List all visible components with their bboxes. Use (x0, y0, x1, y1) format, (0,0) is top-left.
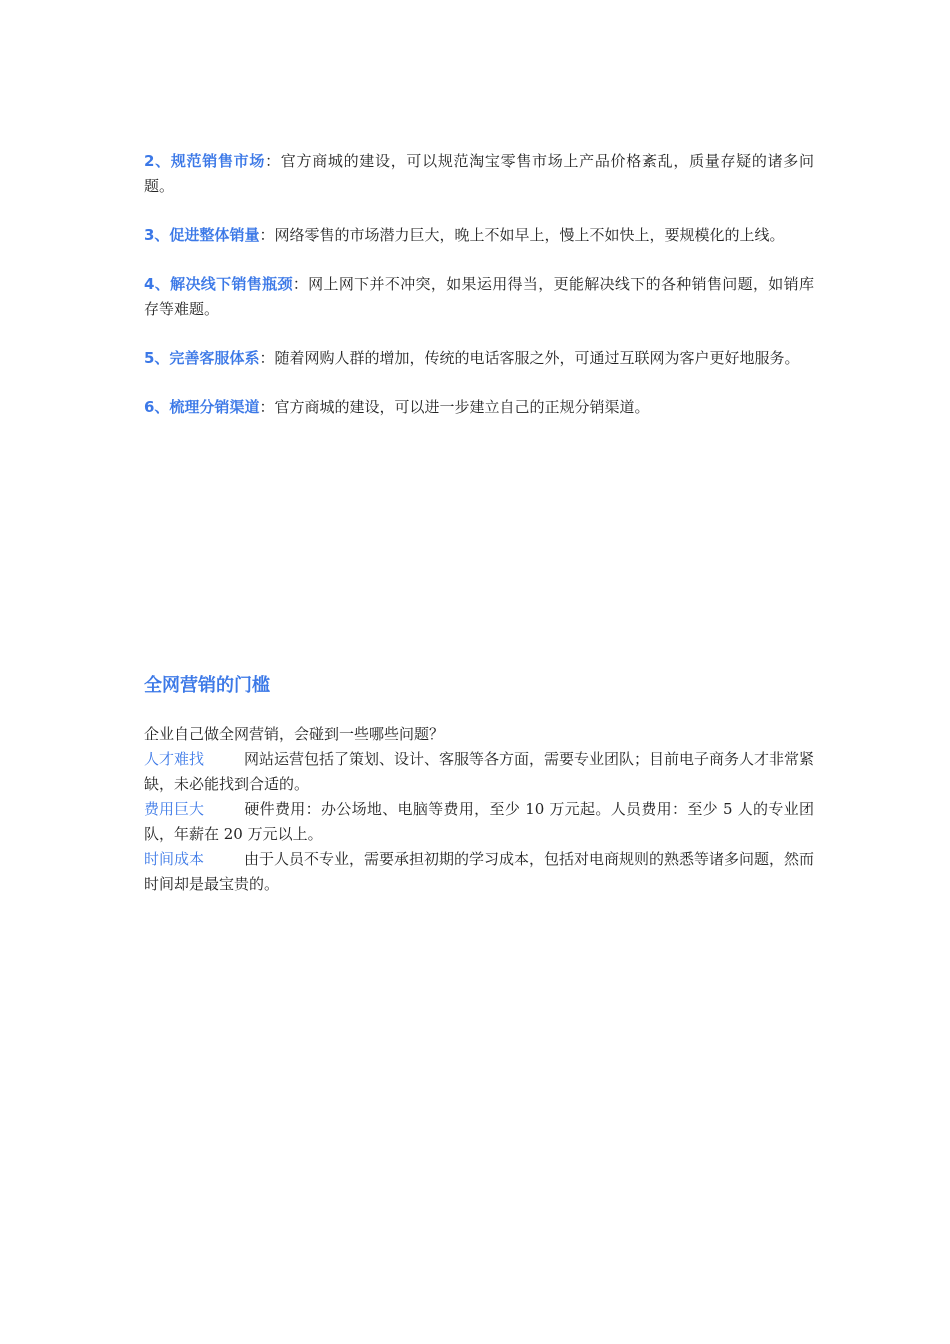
threshold-text: 网站运营包括了策划、设计、客服等各方面，需要专业团队；目前电子商务人才非常紧缺，未必能找到合适的。 (144, 750, 815, 793)
benefit-text: ：网络零售的市场潜力巨大，晚上不如早上，慢上不如快上，要规模化的上线。 (259, 226, 785, 244)
threshold-text: 由于人员不专业，需要承担初期的学习成本，包括对电商规则的熟悉等诸多问题，然而时间却是最宝贵的。 (144, 850, 815, 893)
benefit-text: ：官方商城的建设，可以规范淘宝零售市场上产品价格紊乱，质量存疑的诸多问题。 (144, 152, 814, 195)
benefit-text: ：官方商城的建设，可以进一步建立自己的正规分销渠道。 (259, 398, 650, 416)
benefit-lead: 3、促进整体销量 (144, 226, 260, 244)
section-title: 全网营销的门槛 (144, 675, 270, 696)
benefit-item (144, 272, 814, 322)
threshold-item (144, 847, 814, 897)
benefit-item (144, 346, 814, 371)
threshold-term: 人才难找 (144, 750, 205, 768)
threshold-item (144, 797, 814, 847)
benefit-lead: 5、完善客服体系 (144, 349, 260, 367)
benefit-item (144, 149, 814, 199)
benefit-text: ：随着网购人群的增加，传统的电话客服之外，可通过互联网为客户更好地服务。 (259, 349, 800, 367)
benefits-list (144, 149, 814, 444)
benefit-item (144, 223, 814, 248)
threshold-item (144, 747, 814, 797)
benefit-lead: 2、规范销售市场 (144, 152, 266, 170)
benefit-item (144, 395, 814, 420)
benefit-text: ：网上网下并不冲突，如果运用得当，更能解决线下的各种销售问题，如销库存等难题。 (144, 275, 814, 318)
benefit-lead: 6、梳理分销渠道 (144, 398, 260, 416)
benefit-lead: 4、解决线下销售瓶颈 (144, 275, 293, 293)
threshold-term: 费用巨大 (144, 800, 205, 818)
threshold-text: 硬件费用：办公场地、电脑等费用，至少 10 万元起。人员费用：至少 5 人的专业团队，年薪在 20 万元以上。 (144, 800, 814, 843)
threshold-list (144, 722, 814, 897)
threshold-term: 时间成本 (144, 850, 205, 868)
section-intro: 企业自己做全网营销，会碰到一些哪些问题？ (144, 725, 445, 743)
